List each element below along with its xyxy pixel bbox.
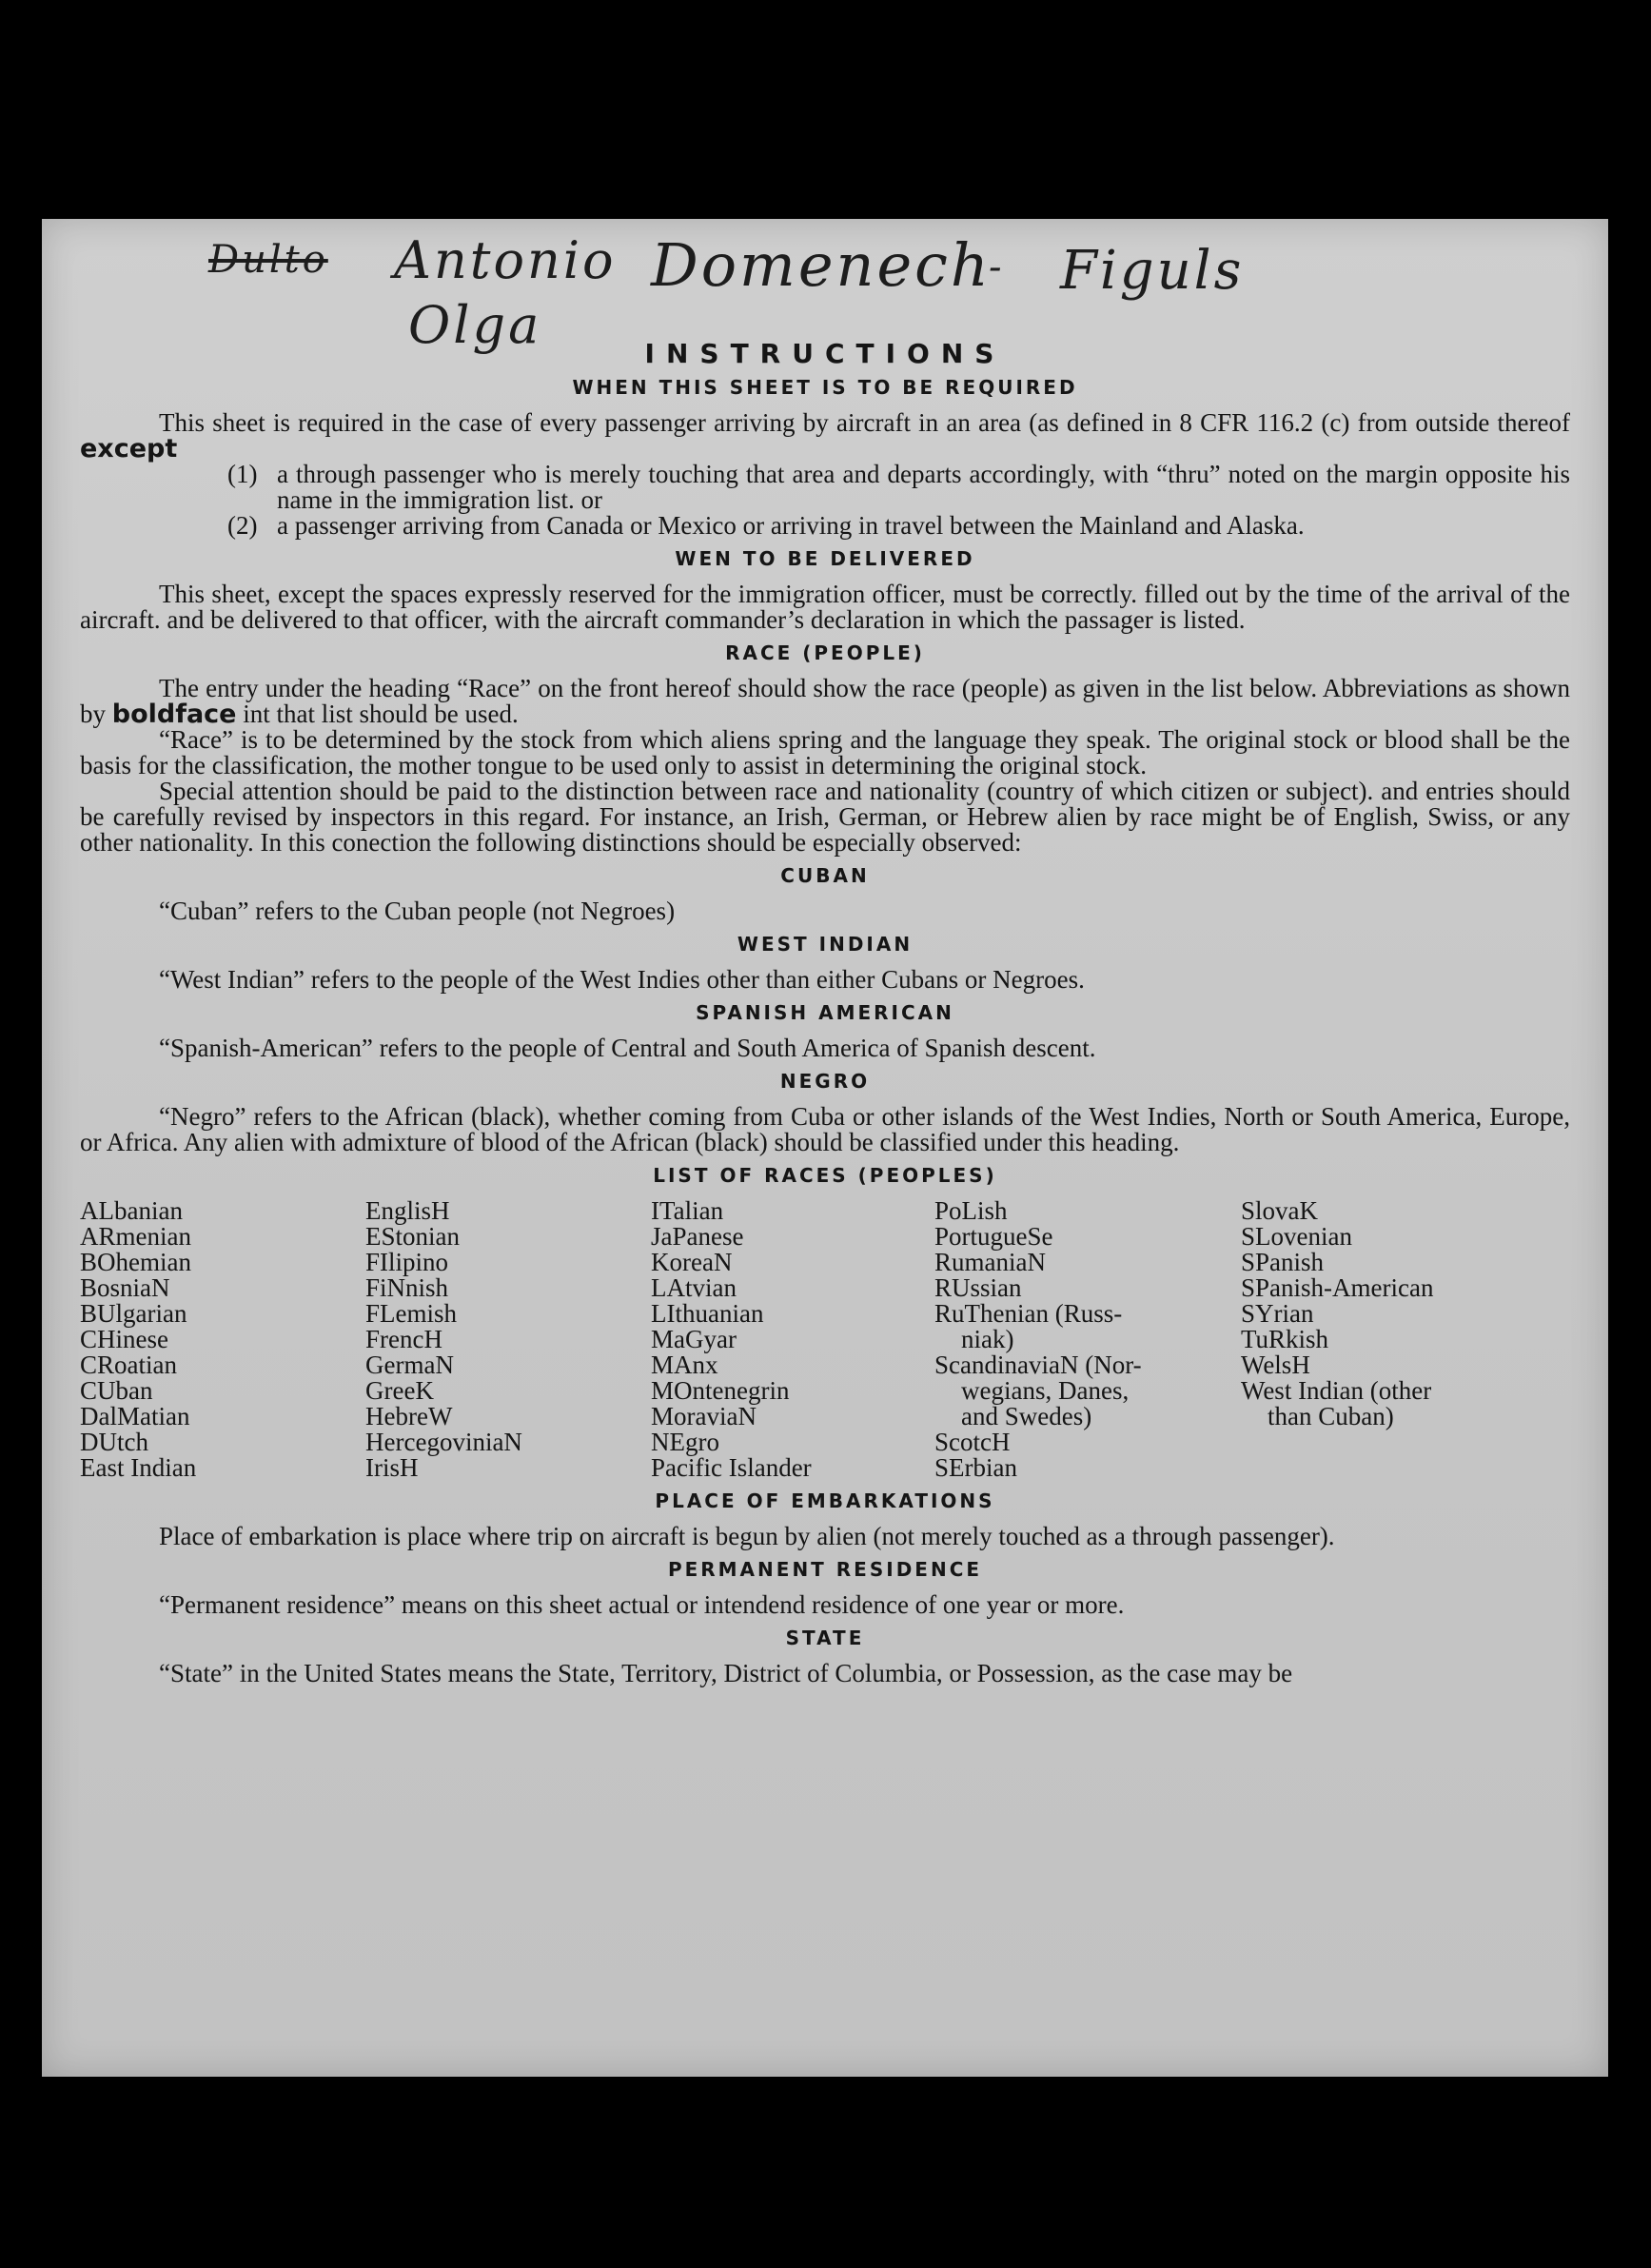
- spanish-american-text: “Spanish-American” refers to the people of Central and South America of Spanish descent.: [159, 1034, 1096, 1062]
- race-entry: ITalian: [651, 1196, 724, 1225]
- race-entry: MoraviaN: [651, 1402, 757, 1430]
- item-text: a through passenger who is merely touching that area and departs accordingly, with “thru” noted on the margin opposite his name in the immigration list. or: [277, 460, 1570, 514]
- negro-text: “Negro” refers to the African (black), whether coming from Cuba or other islands of the West Indies, North or South America, Europe, or Africa. Any alien with admixture of blood of the African (black) should be classified under this heading.: [80, 1102, 1570, 1156]
- race-entry: KoreaN: [651, 1248, 733, 1276]
- instructions-body: [80, 338, 1570, 1687]
- race-entry: Pacific Islander: [651, 1453, 812, 1482]
- required-intro: [80, 410, 1570, 462]
- race-paragraph-2: “Race” is to be determined by the stock from which aliens spring and the language they speak. The original stock or blood shall be the basis for the classification, the mother tongue to be used only to assist in determining the original stock.: [80, 725, 1570, 779]
- race-entry: JaPanese: [651, 1222, 744, 1251]
- races-column: [365, 1198, 651, 1481]
- race-p1-text-b: int that list should be used.: [236, 700, 519, 728]
- race-entry: SPanish: [1241, 1248, 1325, 1276]
- required-item-1: [227, 462, 1570, 513]
- heading-spanish-american: SPANISH AMERICAN: [696, 1001, 954, 1024]
- race-entry: EStonian: [365, 1222, 460, 1251]
- heading-negro: NEGRO: [779, 1070, 871, 1093]
- race-entry: HercegoviniaN: [365, 1428, 522, 1456]
- race-entry: HebreW: [365, 1402, 453, 1430]
- race-entry: DUtch: [80, 1428, 148, 1456]
- race-entry: GreeK: [365, 1376, 434, 1405]
- race-entry: and Swedes): [961, 1402, 1092, 1430]
- page-title: INSTRUCTIONS: [644, 338, 1006, 369]
- handwritten-second-name: Olga: [408, 295, 542, 355]
- race-entry: WelsH: [1241, 1351, 1310, 1379]
- race-entry: LIthuanian: [651, 1299, 764, 1328]
- heading-embarkation: PLACE OF EMBARKATIONS: [655, 1489, 995, 1512]
- races-list: [80, 1198, 1570, 1481]
- handwritten-second-surname: Figuls: [1060, 240, 1245, 302]
- race-p1-bold: boldface: [111, 700, 237, 729]
- race-entry: TuRkish: [1241, 1325, 1329, 1353]
- heading-state: STATE: [785, 1627, 865, 1649]
- race-entry: MOntenegrin: [651, 1376, 790, 1405]
- heading-permanent-residence: PERMANENT RESIDENCE: [667, 1558, 983, 1581]
- cuban-text: “Cuban” refers to the Cuban people (not Negroes): [159, 897, 676, 925]
- race-entry: SErbian: [934, 1453, 1017, 1482]
- item-number: (2): [227, 511, 258, 540]
- required-intro-text: This sheet is required in the case of every passenger arriving by aircraft in an area (as defined in 8 CFR 116.2 (c) from outside thereof: [159, 408, 1570, 437]
- handwritten-dash: -: [989, 246, 1005, 289]
- race-entry: SlovaK: [1241, 1196, 1318, 1225]
- embarkation-text: Place of embarkation is place where trip on aircraft is begun by alien (not merely touched as a through passenger).: [159, 1522, 1335, 1550]
- race-entry: SLovenian: [1241, 1222, 1352, 1251]
- handwritten-first-name: Antonio: [394, 230, 617, 290]
- race-entry: BOhemian: [80, 1248, 191, 1276]
- heading-list-of-races: LIST OF RACES (PEOPLES): [653, 1164, 997, 1187]
- heading-race: RACE (PEOPLE): [725, 641, 925, 664]
- race-entry: GermaN: [365, 1351, 454, 1379]
- required-item-2: [227, 513, 1570, 539]
- race-entry: SYrian: [1241, 1299, 1314, 1328]
- race-entry: IrisH: [365, 1453, 419, 1482]
- heading-west-indian: WEST INDIAN: [737, 933, 914, 956]
- state-text: “State” in the United States means the State, Territory, District of Columbia, or Possession, as the case may be: [159, 1659, 1293, 1687]
- race-entry: niak): [961, 1325, 1014, 1353]
- race-entry: BUlgarian: [80, 1299, 187, 1328]
- item-number: (1): [227, 460, 258, 488]
- race-entry: CUban: [80, 1376, 153, 1405]
- item-text: a passenger arriving from Canada or Mexico or arriving in travel between the Mainland and Alaska.: [277, 511, 1305, 540]
- races-column: [1241, 1198, 1517, 1481]
- race-entry: MAnx: [651, 1351, 718, 1379]
- instruction-sheet: [42, 219, 1608, 2077]
- race-entry: CHinese: [80, 1325, 168, 1353]
- race-entry: BosniaN: [80, 1273, 170, 1302]
- race-entry: wegians, Danes,: [961, 1376, 1130, 1405]
- heading-when-required: WHEN THIS SHEET IS TO BE REQUIRED: [572, 376, 1078, 399]
- delivered-text: This sheet, except the spaces expressly reserved for the immigration officer, must be correctly. filled out by the time of the arrival of the aircraft. and be delivered to that officer, with the aircraft commander’s declaration in which the passager is listed.: [80, 580, 1570, 634]
- race-entry: PoLish: [934, 1196, 1008, 1225]
- heading-cuban: CUBAN: [780, 864, 870, 887]
- race-entry: ALbanian: [80, 1196, 183, 1225]
- heading-when-delivered: WEN TO BE DELIVERED: [675, 547, 975, 570]
- race-entry: RUssian: [934, 1273, 1022, 1302]
- race-paragraph-3: Special attention should be paid to the distinction between race and nationality (country of which citizen or subject). and entries should be carefully revised by inspectors in this regard. For instance, an Irish, German, or Hebrew alien by race might be of English, Swiss, or any other nationality. In this conection the following distinctions should be especially observed:: [80, 777, 1570, 857]
- race-entry: RumaniaN: [934, 1248, 1046, 1276]
- race-entry: NEgro: [651, 1428, 719, 1456]
- race-entry: SPanish-American: [1241, 1273, 1434, 1302]
- races-column: [80, 1198, 365, 1481]
- race-entry: FiNnish: [365, 1273, 449, 1302]
- race-entry: MaGyar: [651, 1325, 737, 1353]
- race-entry: than Cuban): [1268, 1402, 1394, 1430]
- race-entry: RuThenian (Russ-: [934, 1299, 1123, 1328]
- race-entry: DalMatian: [80, 1402, 190, 1430]
- residence-text: “Permanent residence” means on this sheet actual or intendend residence of one year or more.: [159, 1590, 1125, 1619]
- race-entry: ARmenian: [80, 1222, 191, 1251]
- races-column: [934, 1198, 1241, 1481]
- required-intro-bold: except: [80, 434, 178, 463]
- race-entry: FLemish: [365, 1299, 458, 1328]
- race-entry: FrencH: [365, 1325, 442, 1353]
- handwritten-surname: Domenech: [651, 230, 992, 300]
- race-entry: ScotcH: [934, 1428, 1011, 1456]
- race-entry: East Indian: [80, 1453, 197, 1482]
- race-entry: FIlipino: [365, 1248, 449, 1276]
- race-entry: LAtvian: [651, 1273, 737, 1302]
- race-entry: West Indian (other: [1241, 1376, 1432, 1405]
- race-entry: CRoatian: [80, 1351, 177, 1379]
- west-indian-text: “West Indian” refers to the people of the West Indies other than either Cubans or Negroes.: [159, 965, 1085, 994]
- race-entry: PortugueSe: [934, 1222, 1053, 1251]
- race-entry: EnglisH: [365, 1196, 450, 1225]
- race-paragraph-1: [80, 676, 1570, 727]
- race-p1-text-a: The entry under the heading “Race” on the front hereof should show the race (people) as given in the list below. Abbreviations as shown by: [80, 674, 1570, 728]
- races-column: [651, 1198, 934, 1481]
- handwritten-crossed-word: Dulto: [208, 238, 328, 282]
- race-entry: ScandinaviaN (Nor-: [934, 1351, 1142, 1379]
